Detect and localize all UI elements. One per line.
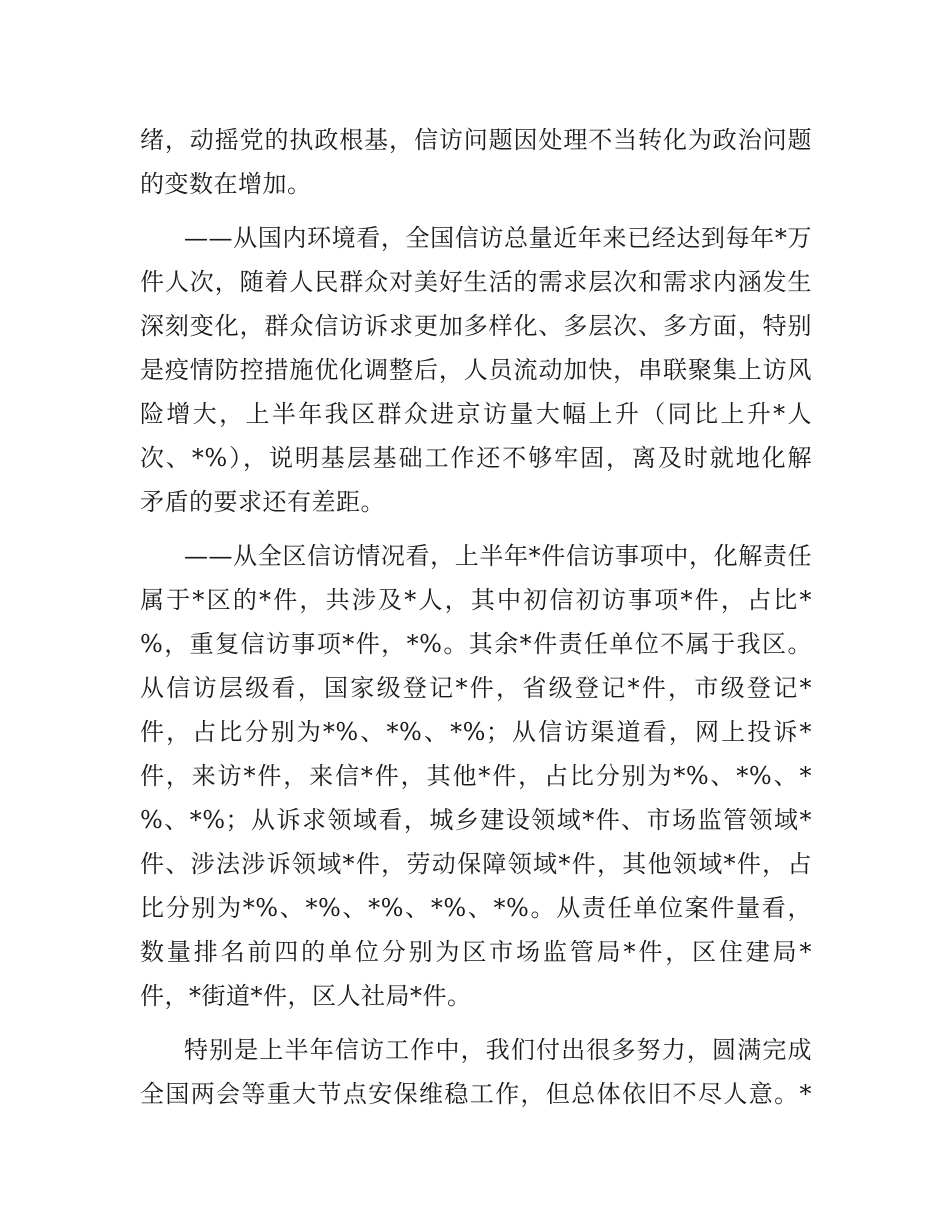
text-line: 从信访层级看，国家级登记*件，省级登记*件，市级登记* xyxy=(140,674,812,702)
text-line: 属于*区的*件，共涉及*人，其中初信初访事项*件，占比* xyxy=(140,586,812,614)
text-line: 件，*街道*件，区人社局*件。 xyxy=(140,982,472,1010)
text-line: 件、涉法涉诉领域*件，劳动保障领域*件，其他领域*件，占 xyxy=(140,850,812,878)
text-line: 次、*%），说明基层基础工作还不够牢固，离及时就地化解 xyxy=(140,444,812,472)
paragraph-3 xyxy=(140,534,812,1018)
text-line: 险增大，上半年我区群众进京访量大幅上升（同比上升*人 xyxy=(140,400,812,428)
paragraph-1 xyxy=(140,118,812,206)
paragraph-4 xyxy=(140,1028,812,1116)
text-line: 件人次，随着人民群众对美好生活的需求层次和需求内涵发生 xyxy=(140,268,812,296)
text-line: ——从国内环境看，全国信访总量近年来已经达到每年*万 xyxy=(184,224,812,252)
text-line: %，重复信访事项*件，*%。其余*件责任单位不属于我区。 xyxy=(140,630,812,658)
text-line: 绪，动摇党的执政根基，信访问题因处理不当转化为政治问题 xyxy=(140,126,812,154)
text-line: 数量排名前四的单位分别为区市场监管局*件，区住建局* xyxy=(140,938,812,966)
text-line: 矛盾的要求还有差距。 xyxy=(140,488,385,516)
text-line: 件，来访*件，来信*件，其他*件，占比分别为*%、*%、* xyxy=(140,762,812,790)
text-line: 深刻变化，群众信访诉求更加多样化、多层次、多方面，特别 xyxy=(140,312,812,340)
text-line: 件，占比分别为*%、*%、*%；从信访渠道看，网上投诉* xyxy=(140,718,812,746)
text-line: 特别是上半年信访工作中，我们付出很多努力，圆满完成 xyxy=(184,1036,812,1064)
text-line: 全国两会等重大节点安保维稳工作，但总体依旧不尽人意。* xyxy=(140,1080,812,1108)
text-line: ——从全区信访情况看，上半年*件信访事项中，化解责任 xyxy=(184,542,812,570)
text-line: %、*%；从诉求领域看，城乡建设领域*件、市场监管领域* xyxy=(140,806,812,834)
document-body xyxy=(140,118,812,1126)
text-line: 的变数在增加。 xyxy=(140,170,312,198)
text-line: 比分别为*%、*%、*%、*%、*%。从责任单位案件量看， xyxy=(140,894,812,922)
paragraph-2 xyxy=(140,216,812,524)
text-line: 是疫情防控措施优化调整后，人员流动加快，串联聚集上访风 xyxy=(140,356,812,384)
